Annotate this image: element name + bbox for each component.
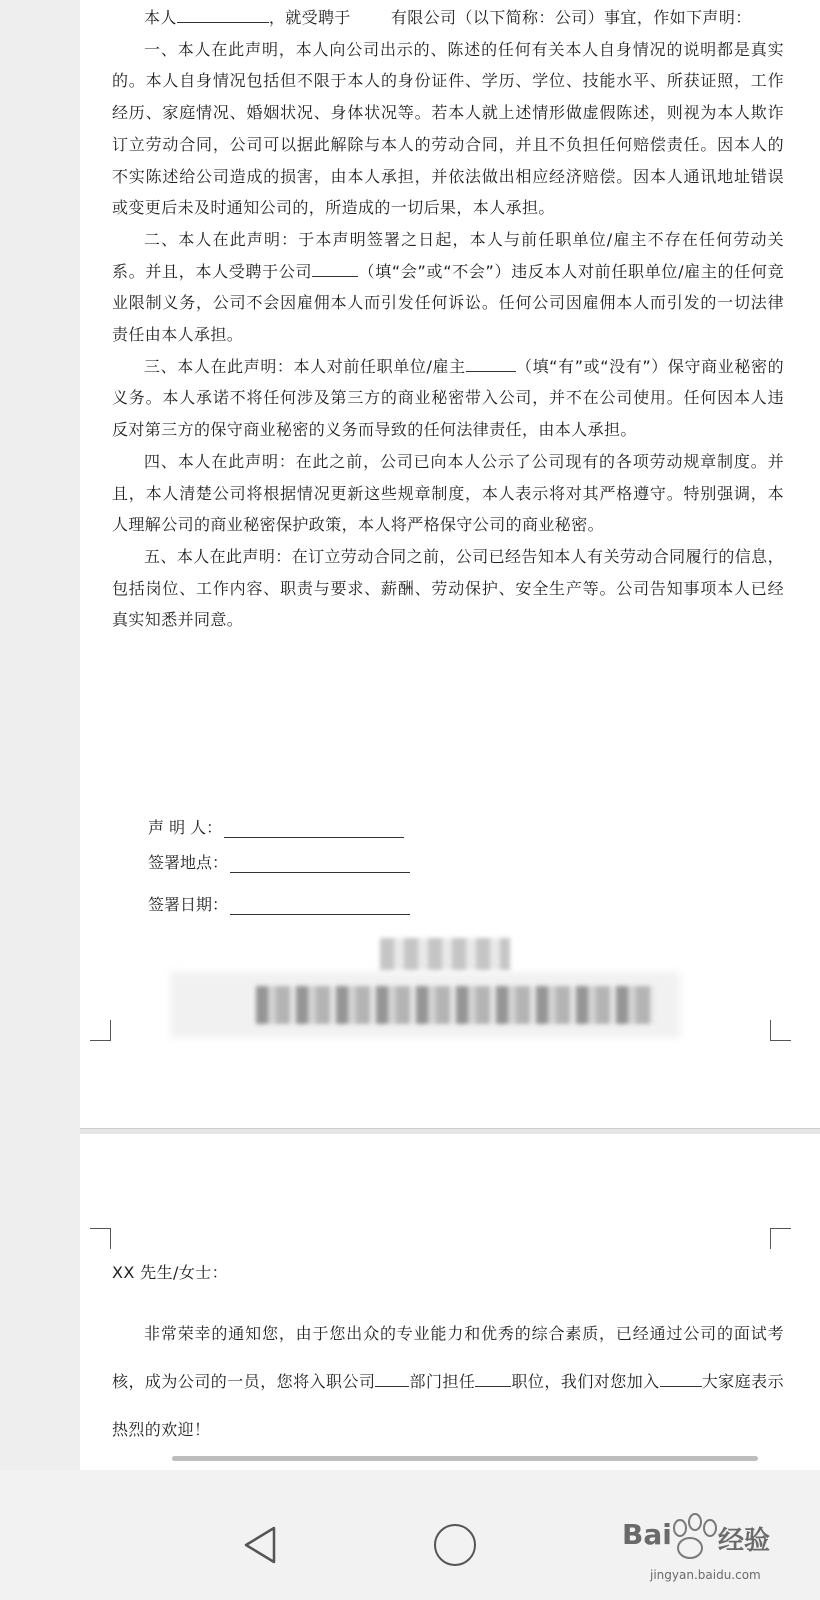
name-blank[interactable]: [177, 6, 269, 23]
page-corner-mark: [90, 1020, 111, 1041]
compete-blank[interactable]: [312, 260, 358, 277]
date-line[interactable]: [230, 896, 410, 915]
department-blank[interactable]: [375, 1370, 409, 1387]
letter-body: 非常荣幸的通知您，由于您出众的专业能力和优秀的综合素质，已经通过公司的面试考核，成为公司的一员，您将入职公司 部门担任 职位，我们对您加入 大家庭表示热烈的欢迎！: [112, 1324, 784, 1439]
redacted-title: [380, 938, 510, 970]
letter-greeting: XX 先生/女士：: [112, 1263, 228, 1282]
clause-5: 五、本人在此声明：在订立劳动合同之前，公司已经告知本人有关劳动合同履行的信息，包括岗位、工作内容、职责与要求、薪酬、劳动保护、安全生产等。公司告知事项本人已经真实知悉并同意。: [112, 546, 784, 630]
signature-place: 签署地点：: [148, 850, 410, 873]
secret-blank[interactable]: [466, 355, 516, 372]
back-triangle-icon[interactable]: [240, 1524, 280, 1566]
page-corner-mark: [90, 1228, 111, 1249]
home-circle-icon[interactable]: [434, 1524, 476, 1566]
signature-date: 签署日期：: [148, 892, 410, 915]
offer-letter-text: [112, 1262, 784, 1482]
page-corner-mark: [770, 1020, 791, 1041]
horizontal-scrollbar[interactable]: [172, 1456, 758, 1461]
intro-paragraph: 本人 ，就受聘于 有限公司（以下简称：公司）事宜，作如下声明：: [144, 8, 752, 27]
signature-declarant: 声 明 人：: [148, 815, 404, 838]
clause-1: 一、本人在此声明，本人向公司出示的、陈述的任何有关本人自身情况的说明都是真实的。本人自身情况包括但不限于本人的身份证件、学历、学位、技能水平、所获证照，工作经历、家庭情况、婚姻状况、身体状况等。若本人就上述情形做虚假陈述，则视为本人欺诈订立劳动合同，公司可以据此解除与本人的劳动合同，并且不负担任何赔偿责任。因本人的不实陈述给公司造成的损害，由本人承担，并依法做出相应经济赔偿。因本人通讯地址错误或变更后未及时通知公司的，所造成的一切后果，本人承担。: [112, 39, 784, 218]
redacted-subtitle: [256, 986, 654, 1024]
declaration-text: [112, 2, 784, 636]
watermark-brand: Bai: [622, 1518, 672, 1551]
place-line[interactable]: [230, 854, 410, 873]
declarant-line[interactable]: [224, 819, 404, 838]
company-blank[interactable]: [660, 1370, 702, 1387]
watermark-brand-suffix: 经验: [718, 1526, 771, 1556]
clause-3: 三、本人在此声明：本人对前任职单位/雇主 （填“有”或“没有”）保守商业秘密的义务。本人承诺不将任何涉及第三方的商业秘密带入公司，并不在公司使用。任何因本人违反对第三方的保守商业秘密的义务而导致的任何法律责任，由本人承担。: [112, 356, 784, 440]
page-corner-mark: [770, 1228, 791, 1249]
position-blank[interactable]: [475, 1370, 511, 1387]
watermark-url: jingyan.baidu.com: [650, 1568, 761, 1582]
clause-4: 四、本人在此声明：在此之前，公司已向本人公示了公司现有的各项劳动规章制度。并且，本人清楚公司将根据情况更新这些规章制度，本人表示将对其严格遵守。特别强调，本人理解公司的商业秘密保护政策，本人将严格保守公司的商业秘密。: [112, 451, 784, 535]
clause-2: 二、本人在此声明：于本声明签署之日起，本人与前任职单位/雇主不存在任何劳动关系。并且，本人受聘于公司 （填“会”或“不会”）违反本人对前任职单位/雇主的任何竞业限制义务，公司不会因雇佣本人而引发任何诉讼。任何公司因雇佣本人而引发的一切法律责任由本人承担。: [112, 229, 784, 345]
baidu-watermark: [620, 1508, 816, 1594]
